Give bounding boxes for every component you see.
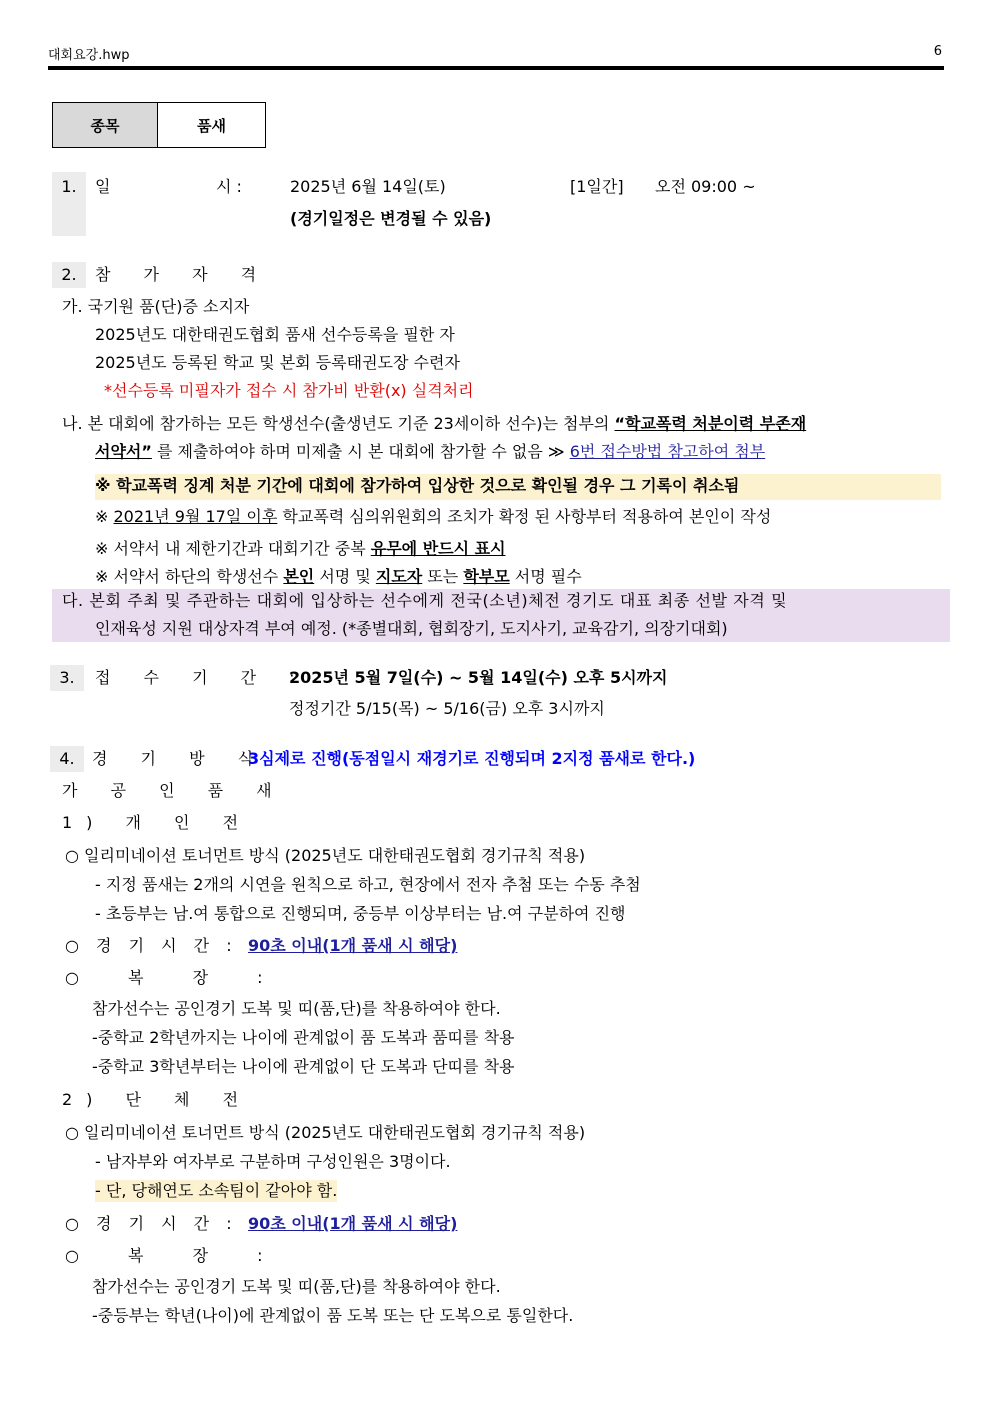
team-detail-1: - 남자부와 여자부로 구분하며 구성인원은 3명이다.	[95, 1152, 451, 1171]
section-2-number: 2.	[52, 262, 86, 288]
team-bullet-1: ○ 일리미네이션 토너먼트 방식 (2025년도 대한태권도협회 경기규칙 적용)	[65, 1123, 586, 1142]
individual-uniform-label: ○ 복 장 :	[65, 968, 285, 987]
section-4-label: 경 기 방 식	[92, 749, 268, 768]
section-2-label: 참 가 자 격	[95, 265, 271, 284]
section-3-period: 2025년 5월 7일(수) ~ 5월 14일(수) 오후 5시까지	[289, 668, 668, 687]
na-line-1-text: 나. 본 대회에 참가하는 모든 학생선수(출생년도 기준 23세이하 선수)는 첨부의	[62, 414, 615, 433]
individual-uniform-3: -중학교 3학년부터는 나이에 관계없이 단 도복과 단띠를 착용	[92, 1057, 515, 1076]
file-name: 대회요강.hwp	[48, 48, 130, 63]
ga-line-3: 2025년도 등록된 학교 및 본회 등록태권도장 수련자	[95, 353, 460, 372]
ga-line-2: 2025년도 대한태권도협회 품새 선수등록을 필한 자	[95, 325, 455, 344]
na-line-2-text: 를 제출하여야 하며 미제출 시 본 대회에 참가할 수 없음 ≫	[151, 442, 570, 461]
ga-warning: *선수등록 미필자가 접수 시 참가비 반환(x) 실격처리	[104, 381, 474, 400]
team-uniform-label: ○ 복 장 :	[65, 1246, 285, 1265]
category-label: 종목	[53, 103, 158, 147]
event-label: 품새	[158, 103, 265, 147]
da-line-2: 인재육성 지원 대상자격 부여 예정. (*종별대회, 협회장기, 도지사기, 교육감기, 의장기대회)	[95, 619, 728, 638]
event-tab-box	[52, 102, 266, 148]
individual-detail-2: - 초등부는 남.여 통합으로 진행되며, 중등부 이상부터는 남.여 구분하여 진행	[95, 904, 626, 923]
ga-line-1: 가. 국기원 품(단)증 소지자	[62, 297, 250, 316]
section-4-method: 3심제로 진행(동점일시 재경기로 진행되며 2지정 품새로 한다.)	[248, 749, 696, 768]
page-number: 6	[933, 44, 942, 59]
team-time-label: ○ 경 기 시 간 :	[65, 1214, 238, 1233]
team-detail-2: - 단, 당해연도 소속팀이 같아야 함.	[95, 1181, 338, 1200]
section-1-date: 2025년 6월 14일(토)	[290, 177, 446, 196]
na-line-2-link[interactable]: 6번 접수방법 참고하여 첨부	[569, 442, 766, 461]
section-3-correction: 정정기간 5/15(목) ~ 5/16(금) 오후 3시까지	[289, 699, 605, 718]
na-line-2-pledge: 서약서”	[95, 442, 152, 461]
team-uniform-2: -중등부는 학년(나이)에 관계없이 품 도복 또는 단 도복으로 통일한다.	[92, 1306, 574, 1325]
na-line-1-pledge: “학교폭력 처분이력 부존재	[614, 414, 807, 433]
na-note-3-emph: 유무에 반드시 표시	[370, 539, 506, 558]
na-note-2	[95, 506, 771, 528]
team-uniform-1: 참가선수는 공인경기 도복 및 띠(품,단)를 착용하여야 한다.	[92, 1277, 501, 1296]
section-1-note: (경기일정은 변경될 수 있음)	[290, 209, 492, 228]
na-note-4-parent: 학부모	[463, 567, 510, 586]
section-3-number: 3.	[50, 665, 84, 691]
na-note-3-text: ※ 서약서 내 제한기간과 대회기간 중복	[95, 539, 371, 558]
na-note-4-self: 본인	[283, 567, 315, 586]
section-1-label: 일	[95, 177, 111, 196]
section-1-time: 오전 09:00 ~	[655, 177, 756, 196]
page-header	[48, 44, 944, 70]
na-line-2	[95, 441, 765, 463]
team-time-value: 90초 이내(1개 품새 시 해당)	[248, 1214, 458, 1233]
na-note-2-date: 2021년 9월 17일 이후	[113, 507, 278, 526]
individual-time-label: ○ 경 기 시 간 :	[65, 936, 238, 955]
section-4-sub: 가 공 인 품 새	[62, 781, 286, 800]
individual-detail-1: - 지정 품새는 2개의 시연을 원칙으로 하고, 현장에서 전자 추첨 또는 수동 추첨	[95, 875, 641, 894]
na-note-4-text-g: 서명 필수	[509, 567, 582, 586]
team-title: 2) 단 체 전	[62, 1090, 253, 1109]
individual-uniform-1: 참가선수는 공인경기 도복 및 띠(품,단)를 착용하여야 한다.	[92, 999, 501, 1018]
na-note-2-text: 학교폭력 심의위원회의 조치가 확정 된 사항부터 적용하여 본인이 작성	[277, 507, 772, 526]
individual-bullet-1: ○ 일리미네이션 토너먼트 방식 (2025년도 대한태권도협회 경기규칙 적용)	[65, 846, 586, 865]
section-1-label-2: 시 :	[216, 177, 242, 196]
na-line-1	[62, 413, 806, 435]
section-1-days: [1일간]	[570, 177, 624, 196]
na-note-4-coach: 지도자	[375, 567, 423, 586]
da-line-1: 다. 본회 주최 및 주관하는 대회에 입상하는 선수에게 전국(소년)체전 경기도 대표 최종 선발 자격 및	[62, 591, 788, 610]
individual-time-value: 90초 이내(1개 품새 시 해당)	[248, 936, 458, 955]
na-note-4-text-e: 또는	[422, 567, 464, 586]
section-3-label: 접 수 기 간 :	[95, 668, 309, 687]
na-note-4-text-a: ※ 서약서 하단의 학생선수	[95, 567, 284, 586]
section-1-number: 1.	[52, 172, 86, 236]
na-note-1: ※ 학교폭력 징계 처분 기간에 대회에 참가하여 입상한 것으로 확인될 경우 그 기록이 취소됨	[95, 474, 941, 500]
na-note-4	[95, 566, 582, 588]
na-note-4-text-c: 서명 및	[314, 567, 376, 586]
section-4-number: 4.	[50, 746, 84, 772]
individual-uniform-2: -중학교 2학년까지는 나이에 관계없이 품 도복과 품띠를 착용	[92, 1028, 515, 1047]
individual-title: 1) 개 인 전	[62, 813, 253, 832]
na-note-3	[95, 538, 506, 560]
na-note-2-mark: ※	[95, 507, 114, 526]
